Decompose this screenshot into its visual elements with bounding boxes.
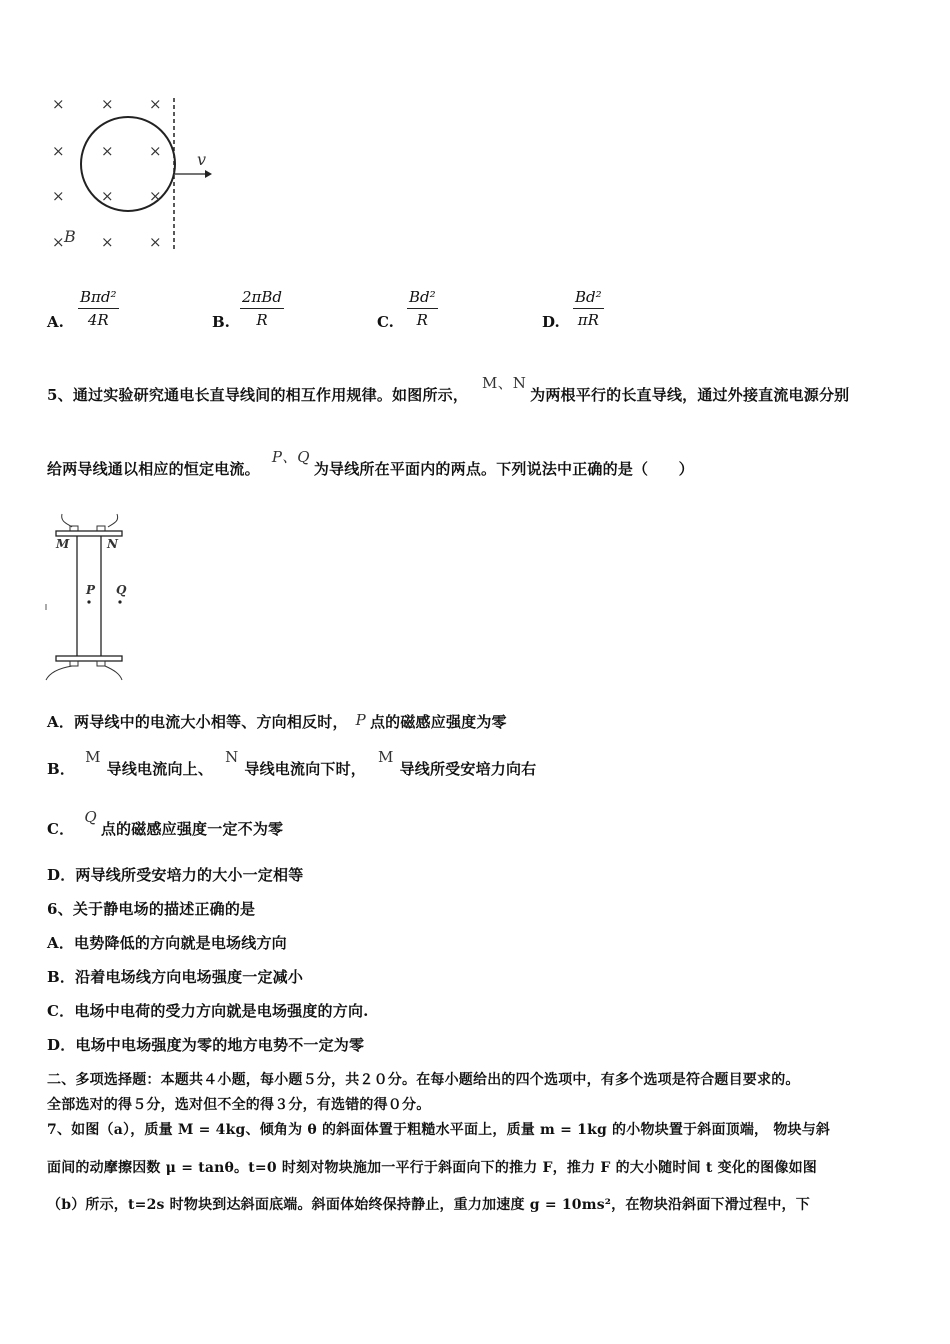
fraction-expression [78, 288, 119, 329]
q6-option-B: B．沿着电场线方向电场强度一定减小 [47, 968, 304, 986]
q5-stem-line1 [47, 374, 850, 405]
point-label-P: P [86, 583, 96, 597]
q5-option-D: D．两导线所受安培力的大小一定相等 [47, 866, 304, 884]
fraction-denominator: 4R [87, 311, 109, 329]
q6-option-C: C．电场中电荷的受力方向就是电场强度的方向. [47, 1002, 369, 1020]
field-cross-mark: × [101, 233, 114, 251]
point-P-dot [87, 600, 90, 603]
fraction-denominator: R [256, 311, 268, 329]
field-cross-mark: × [149, 233, 162, 251]
q5-text: 给两导线通以相应的恒定电流。 [47, 460, 260, 478]
section2-line2: 全部选对的得５分，选对但不全的得３分，有选错的得０分。 [47, 1097, 431, 1113]
lead-wire [108, 514, 118, 527]
option-label: A. [47, 313, 64, 331]
field-label-B: B [64, 227, 76, 246]
option-label: B. [212, 313, 230, 331]
field-cross-mark: × [149, 142, 162, 160]
fraction-numerator: 2πBd [242, 288, 283, 306]
option-text: 点的磁感应强度一定不为零 [100, 820, 284, 838]
figure-magnetic-loop [40, 90, 220, 260]
q6-stem: 6、关于静电场的描述正确的是 [47, 900, 256, 918]
fraction-numerator: Bd² [409, 288, 436, 306]
lead-wire [105, 666, 122, 680]
q6-option-A: A．电势降低的方向就是电场线方向 [47, 934, 287, 952]
q5-symbol-PQ: P、Q [271, 448, 310, 466]
option-text: 两导线中的电流大小相等、方向相反时， [74, 713, 348, 731]
lead-wire [46, 666, 72, 680]
section2-line1: 二、多项选择题：本题共４小题，每小题５分，共２０分。在每小题给出的四个选项中，有多个选项是符合题目要求的。 [47, 1072, 800, 1088]
lead-wire [62, 514, 72, 527]
fraction-expression [240, 288, 284, 329]
option-text: 导线电流向上、 [106, 760, 214, 778]
fraction-bar [240, 308, 284, 309]
option-text: 导线电流向下时， [244, 760, 366, 778]
option-text: 点的磁感应强度为零 [369, 713, 507, 731]
symbol-N: N [225, 748, 239, 766]
option-label: D. [542, 313, 560, 331]
option-label: C. [377, 313, 394, 331]
q5-text: 为两根平行的长直导线，通过外接直流电源分别 [530, 386, 850, 404]
field-cross-mark: × [149, 95, 162, 113]
q6-option-D: D．电场中电场强度为零的地方电势不一定为零 [47, 1036, 365, 1054]
fraction-expression [407, 288, 438, 329]
terminal-block [70, 661, 78, 666]
figure-parallel-wires [42, 512, 142, 684]
symbol-P: P [355, 711, 366, 729]
q5-stem-line2 [47, 448, 694, 479]
wire-label-M: M [56, 537, 70, 551]
wire-label-N: N [107, 537, 118, 551]
fraction-expression [573, 288, 604, 329]
field-cross-mark: × [52, 187, 65, 205]
q7-line1: 7、如图（a），质量 M = 4kg、倾角为 θ 的斜面体置于粗糙水平面上，质量 m = 1kg 的小物块置于斜面顶端， 物块与斜 [47, 1122, 831, 1138]
velocity-arrowhead [205, 170, 212, 178]
q5-option-C [47, 808, 284, 839]
point-label-Q: Q [116, 583, 127, 597]
top-bar [56, 531, 122, 536]
fraction-denominator: πR [577, 311, 599, 329]
fraction-bar [407, 308, 438, 309]
field-cross-mark: × [101, 95, 114, 113]
option-label: A． [47, 713, 75, 731]
field-cross-mark: × [149, 187, 162, 205]
symbol-M: M [378, 748, 394, 766]
point-Q-dot [118, 600, 121, 603]
q7-line2: 面间的动摩擦因数 μ = tanθ。t=0 时刻对物块施加一平行于斜面向下的推力 F，推力 F 的大小随时间 t 变化的图像如图 [47, 1160, 817, 1176]
field-cross-mark: × [52, 142, 65, 160]
terminal-block [97, 661, 105, 666]
field-cross-mark: × [101, 142, 114, 160]
option-label: B． [47, 760, 76, 778]
field-cross-mark: × [52, 233, 65, 251]
fraction-bar [78, 308, 119, 309]
option-label: C． [47, 820, 75, 838]
fraction-denominator: R [416, 311, 428, 329]
velocity-label-v: v [197, 150, 207, 169]
symbol-M: M [85, 748, 101, 766]
q5-option-B [47, 748, 537, 779]
q5-text: 为导线所在平面内的两点。下列说法中正确的是（ ） [313, 460, 694, 478]
fraction-numerator: Bd² [575, 288, 602, 306]
q7-line3: （b）所示，t=2s 时物块到达斜面底端。斜面体始终保持静止，重力加速度 g = 10ms²，在物块沿斜面下滑过程中，下 [47, 1197, 810, 1213]
field-cross-mark: × [52, 95, 65, 113]
terminal-block [97, 526, 105, 531]
field-cross-mark: × [101, 187, 114, 205]
symbol-Q: Q [84, 808, 97, 826]
fraction-bar [573, 308, 604, 309]
fraction-numerator: Bπd² [80, 288, 117, 306]
q5-symbol-MN: M、N [482, 374, 527, 392]
q5-text: 5、通过实验研究通电长直导线间的相互作用规律。如图所示， [47, 386, 469, 404]
option-text: 导线所受安培力向右 [399, 760, 537, 778]
bottom-bar [56, 656, 122, 661]
q5-option-A [47, 711, 507, 732]
